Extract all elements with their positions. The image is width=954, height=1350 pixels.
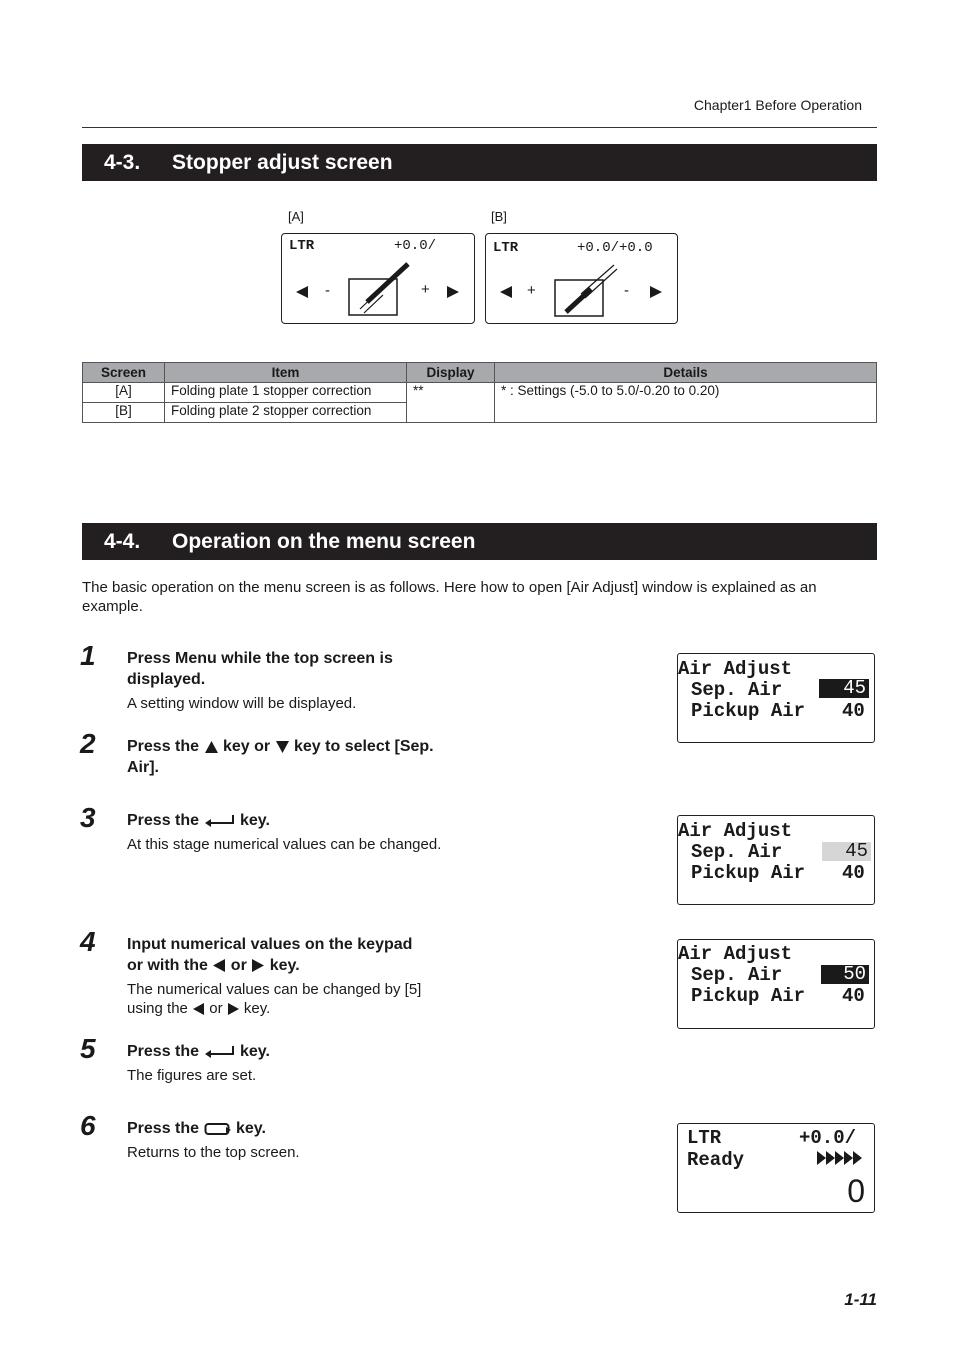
plus-sign: +	[421, 281, 430, 298]
step-heading-line: Input numerical values on the keypad	[127, 936, 413, 953]
counter-display: 0	[847, 1173, 865, 1209]
paper-size: LTR	[687, 1127, 722, 1149]
lcd-row-value: 40	[842, 985, 865, 1007]
step-2-heading	[127, 736, 434, 778]
folding-plate-icon	[566, 289, 591, 312]
left-arrow-key-icon	[212, 958, 226, 973]
step-heading-text: key.	[269, 957, 300, 974]
cell-screen: [A]	[83, 383, 165, 403]
step-heading-text: Press the	[127, 738, 200, 755]
fast-forward-indicator-icon	[817, 1151, 865, 1165]
step-3-body: At this stage numerical values can be changed.	[127, 836, 442, 853]
step-3-heading	[127, 810, 270, 831]
step-6-heading	[127, 1118, 266, 1139]
up-arrow-key-icon	[204, 740, 219, 754]
step-body-text: key.	[243, 1000, 271, 1017]
right-arrow-icon	[447, 286, 459, 298]
section-number: 4-3.	[104, 151, 141, 174]
return-key-icon	[204, 1122, 232, 1136]
stopper-screen-b	[485, 233, 678, 324]
lcd-air-adjust-select	[677, 653, 875, 743]
table-header-row	[83, 363, 877, 383]
col-header-details: Details	[495, 363, 877, 383]
step-4-heading	[127, 934, 412, 976]
section-heading-stopper-adjust	[82, 144, 877, 181]
lcd-editing-value: 45	[822, 842, 871, 861]
section-number: 4-4.	[104, 530, 141, 553]
lcd-title: Air Adjust	[678, 658, 793, 680]
left-arrow-icon	[500, 286, 512, 298]
status-text: Ready	[687, 1149, 745, 1171]
step-number: 4	[80, 926, 96, 957]
step-5-body: The figures are set.	[127, 1067, 257, 1084]
col-header-item: Item	[165, 363, 407, 383]
step-heading-text: key.	[235, 1120, 266, 1137]
paper-size: LTR	[493, 240, 519, 256]
lcd-row-label: Pickup Air	[691, 700, 806, 722]
step-1-body: A setting window will be displayed.	[127, 695, 357, 712]
step-body-line: The numerical values can be changed by [5]	[127, 981, 422, 998]
lcd-row-label: Sep. Air	[691, 679, 783, 701]
step-5-heading	[127, 1041, 270, 1062]
step-heading-text: or with the	[127, 957, 208, 974]
stopper-adjust-graphic	[282, 234, 476, 325]
intro-paragraph: The basic operation on the menu screen is as follows. Here how to open [Air Adjust] window is explained as an example.	[82, 579, 817, 615]
stopper-screen-a	[281, 233, 475, 324]
stopper-value: +0.0/	[394, 238, 437, 254]
step-heading-line: Air].	[127, 759, 159, 776]
screen-a-label: [A]	[288, 209, 304, 224]
step-heading-line: Press Menu while the top screen is	[127, 650, 393, 667]
plus-sign: +	[527, 282, 536, 299]
step-heading-text: Press the	[127, 1120, 200, 1137]
step-heading-text: key to select [Sep.	[294, 738, 434, 755]
table-row	[83, 383, 877, 403]
screen-b-label: [B]	[491, 209, 507, 224]
step-heading-line: displayed.	[127, 671, 206, 688]
chapter-header: Chapter1 Before Operation	[693, 97, 862, 113]
page-number: 1-11	[844, 1290, 877, 1309]
lcd-row-label: Sep. Air	[691, 841, 783, 863]
lcd-row-label: Pickup Air	[691, 985, 806, 1007]
step-heading-text: or	[230, 957, 247, 974]
minus-sign: -	[624, 282, 629, 299]
lcd-top-screen	[677, 1123, 875, 1213]
lcd-row-value: 40	[842, 700, 865, 722]
enter-key-icon	[204, 1045, 236, 1059]
lcd-air-adjust-edit	[677, 815, 875, 905]
cell-item: Folding plate 2 stopper correction	[165, 403, 407, 423]
step-number: 2	[80, 728, 96, 759]
lcd-title: Air Adjust	[678, 820, 793, 842]
lcd-title: Air Adjust	[678, 943, 793, 965]
cell-details	[495, 403, 877, 423]
step-number: 1	[80, 640, 96, 671]
enter-key-icon	[204, 814, 236, 828]
lcd-selected-value: 50	[821, 965, 869, 984]
step-body-text: using the	[127, 1000, 188, 1017]
paper-size: LTR	[289, 238, 315, 254]
step-4-body	[127, 980, 421, 1018]
col-header-screen: Screen	[83, 363, 165, 383]
step-1-heading	[127, 648, 393, 690]
right-arrow-key-icon	[227, 1002, 240, 1016]
lcd-selected-value: 45	[819, 679, 869, 698]
lcd-row-label: Sep. Air	[691, 964, 783, 986]
minus-sign: -	[325, 282, 330, 299]
cell-item: Folding plate 1 stopper correction	[165, 383, 407, 403]
cell-details: * : Settings (-5.0 to 5.0/-0.20 to 0.20)	[495, 383, 877, 403]
cell-display: **	[407, 383, 495, 403]
step-number: 3	[80, 802, 96, 833]
lcd-row-value: 40	[842, 862, 865, 884]
step-6-body: Returns to the top screen.	[127, 1144, 300, 1161]
lcd-row-label: Pickup Air	[691, 862, 806, 884]
step-heading-text: Press the	[127, 1043, 200, 1060]
table-row	[83, 403, 877, 423]
right-arrow-icon	[650, 286, 662, 298]
stopper-spec-table	[82, 362, 877, 423]
step-heading-text: key or	[222, 738, 271, 755]
step-heading-text: Press the	[127, 812, 200, 829]
stopper-value: +0.0/	[799, 1127, 857, 1149]
right-arrow-key-icon	[251, 958, 265, 973]
step-heading-text: key.	[239, 812, 270, 829]
stopper-adjust-graphic	[486, 234, 679, 325]
step-number: 5	[80, 1033, 96, 1064]
step-heading-text: key.	[239, 1043, 270, 1060]
cell-display	[407, 403, 495, 423]
stopper-value: +0.0/+0.0	[577, 240, 653, 256]
section-title: Operation on the menu screen	[172, 530, 476, 553]
section-heading-menu-operation	[82, 523, 877, 560]
left-arrow-icon	[296, 286, 308, 298]
header-rule	[82, 127, 877, 128]
down-arrow-key-icon	[275, 740, 290, 754]
left-arrow-key-icon	[192, 1002, 205, 1016]
step-body-text: or	[209, 1000, 223, 1017]
step-number: 6	[80, 1110, 96, 1141]
lcd-air-adjust-changed	[677, 939, 875, 1029]
cell-screen: [B]	[83, 403, 165, 423]
col-header-display: Display	[407, 363, 495, 383]
section-title: Stopper adjust screen	[172, 151, 393, 174]
